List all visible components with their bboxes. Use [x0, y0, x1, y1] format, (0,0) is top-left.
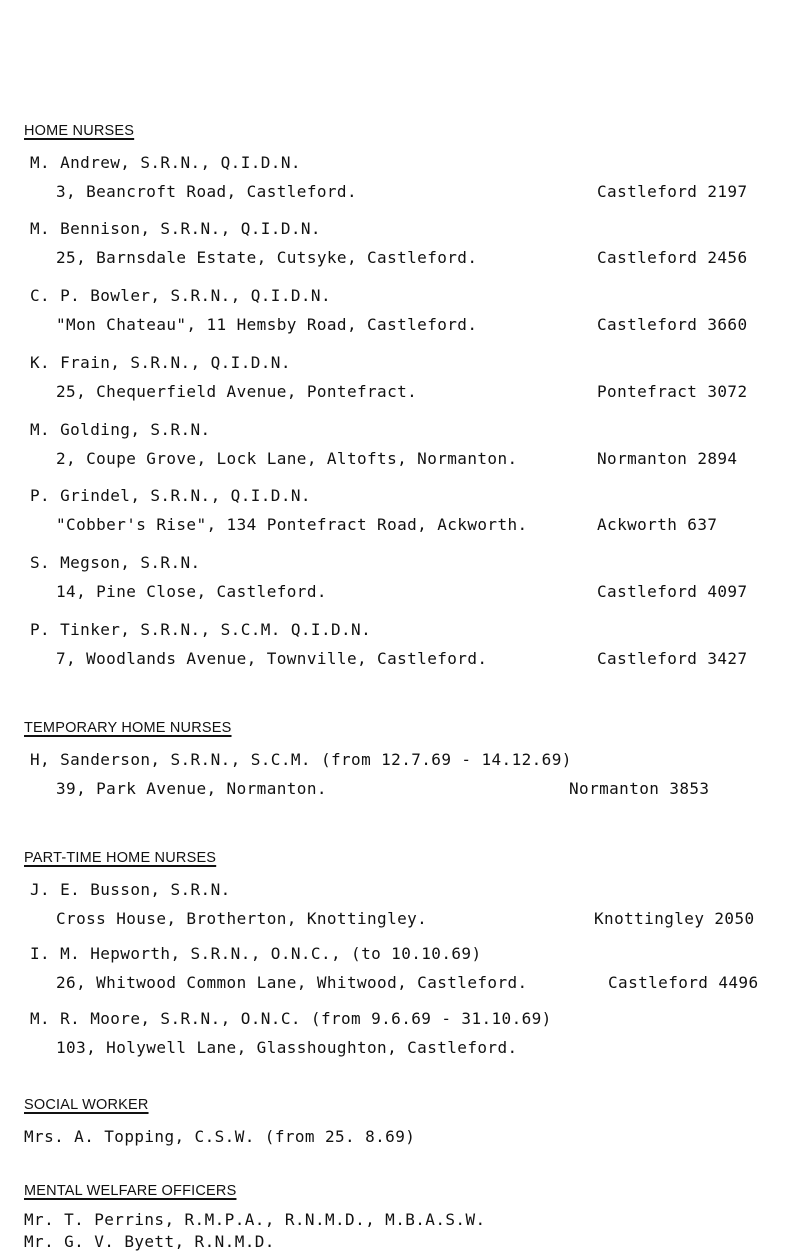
nurse-name: M. R. Moore, S.R.N., O.N.C. (from 9.6.69 - 31.10.69): [30, 1009, 552, 1028]
nurse-phone: Castleford 3660: [597, 315, 748, 334]
nurse-name: P. Grindel, S.R.N., Q.I.D.N.: [30, 486, 311, 505]
nurse-phone: Castleford 2197: [597, 182, 748, 201]
nurse-address: 39, Park Avenue, Normanton.: [56, 779, 327, 798]
nurse-phone: Castleford 2456: [597, 248, 748, 267]
part-time-home-nurses-heading: PART-TIME HOME NURSES: [24, 850, 217, 866]
nurse-address: 25, Barnsdale Estate, Cutsyke, Castleford.: [56, 248, 478, 267]
temporary-home-nurses-heading: TEMPORARY HOME NURSES: [24, 720, 232, 736]
nurse-phone: Knottingley 2050: [594, 909, 755, 928]
nurse-address: 3, Beancroft Road, Castleford.: [56, 182, 357, 201]
nurse-address: 26, Whitwood Common Lane, Whitwood, Castleford.: [56, 973, 528, 992]
nurse-address: 2, Coupe Grove, Lock Lane, Altofts, Normanton.: [56, 449, 518, 468]
nurse-phone: Normanton 2894: [597, 449, 738, 468]
nurse-name: J. E. Busson, S.R.N.: [30, 880, 231, 899]
nurse-name: M. Bennison, S.R.N., Q.I.D.N.: [30, 219, 321, 238]
nurse-name: M. Andrew, S.R.N., Q.I.D.N.: [30, 153, 301, 172]
nurse-address: Cross House, Brotherton, Knottingley.: [56, 909, 428, 928]
nurse-address: 25, Chequerfield Avenue, Pontefract.: [56, 382, 418, 401]
nurse-name: M. Golding, S.R.N.: [30, 420, 211, 439]
nurse-address: 7, Woodlands Avenue, Townville, Castleford.: [56, 649, 488, 668]
mental-welfare-officers-heading: MENTAL WELFARE OFFICERS: [24, 1183, 237, 1199]
nurse-phone: Ackworth 637: [597, 515, 718, 534]
nurse-name: I. M. Hepworth, S.R.N., O.N.C., (to 10.10.69): [30, 944, 482, 963]
home-nurses-heading: HOME NURSES: [24, 123, 135, 139]
nurse-name: P. Tinker, S.R.N., S.C.M. Q.I.D.N.: [30, 620, 372, 639]
nurse-phone: Castleford 4496: [608, 973, 759, 992]
officer-entry: Mr. G. V. Byett, R.N.M.D.: [24, 1232, 275, 1251]
nurse-address: 103, Holywell Lane, Glasshoughton, Castleford.: [56, 1038, 518, 1057]
nurse-name: S. Megson, S.R.N.: [30, 553, 201, 572]
nurse-phone: Castleford 3427: [597, 649, 748, 668]
officer-entry: Mr. T. Perrins, R.M.P.A., R.N.M.D., M.B.A.S.W.: [24, 1210, 486, 1229]
nurse-name: K. Frain, S.R.N., Q.I.D.N.: [30, 353, 291, 372]
social-worker-heading: SOCIAL WORKER: [24, 1097, 149, 1113]
nurse-address: 14, Pine Close, Castleford.: [56, 582, 327, 601]
nurse-phone: Pontefract 3072: [597, 382, 748, 401]
nurse-phone: Castleford 4097: [597, 582, 748, 601]
nurse-name: H, Sanderson, S.R.N., S.C.M. (from 12.7.69 - 14.12.69): [30, 750, 572, 769]
nurse-address: "Cobber's Rise", 134 Pontefract Road, Ackworth.: [56, 515, 528, 534]
social-worker-entry: Mrs. A. Topping, C.S.W. (from 25. 8.69): [24, 1127, 416, 1146]
nurse-phone: Normanton 3853: [569, 779, 710, 798]
nurse-name: C. P. Bowler, S.R.N., Q.I.D.N.: [30, 286, 331, 305]
nurse-address: "Mon Chateau", 11 Hemsby Road, Castleford.: [56, 315, 478, 334]
